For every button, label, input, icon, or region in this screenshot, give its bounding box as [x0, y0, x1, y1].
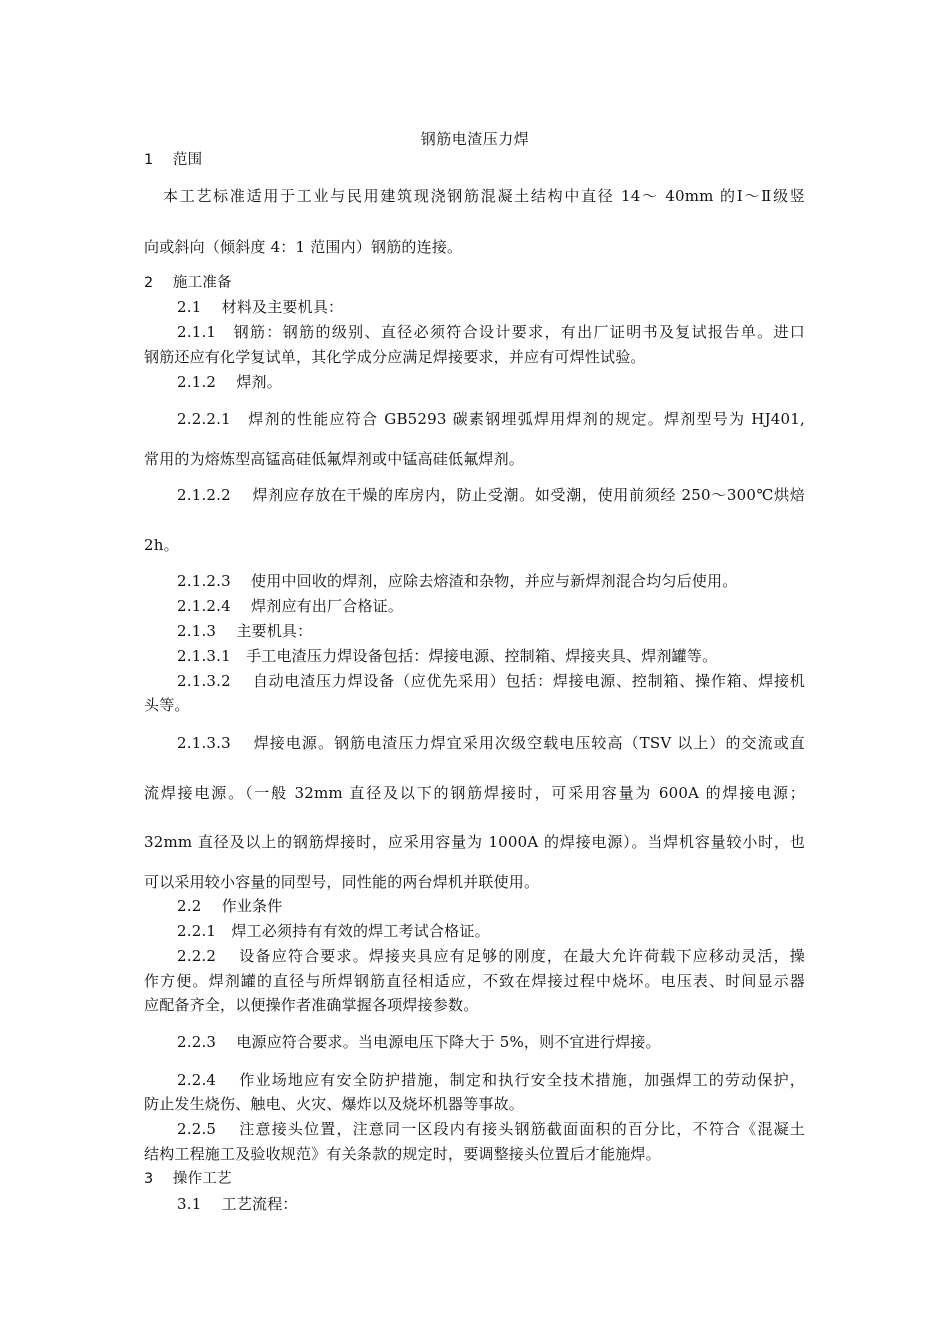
- section-heading-1: 1 范围: [144, 152, 203, 168]
- paragraph-line: 作方便。焊剂罐的直径与所焊钢筋直径相适应，不致在焊接过程中烧坏。电压表、时间显示器: [144, 972, 805, 990]
- paragraph-line: 2.1.3.1 手工电渣压力焊设备包括：焊接电源、控制箱、焊接夹具、焊剂罐等。: [177, 647, 718, 665]
- paragraph-line: 可以采用较小容量的同型号，同性能的两台焊机并联使用。: [144, 873, 540, 891]
- paragraph-line: 2h。: [144, 536, 179, 554]
- paragraph-line: 钢筋还应有化学复试单，其化学成分应满足焊接要求，并应有可焊性试验。: [144, 348, 646, 366]
- paragraph-line: 防止发生烧伤、触电、火灾、爆炸以及烧坏机器等事故。: [144, 1095, 525, 1113]
- paragraph-line: 2.1.2.4 焊剂应有出厂合格证。: [177, 597, 404, 615]
- paragraph-line: 向或斜向（倾斜度 4：1 范围内）钢筋的连接。: [144, 238, 463, 256]
- subsection-heading: 2.1 材料及主要机具：: [177, 298, 344, 316]
- paragraph-line: 2.1.2.3 使用中回收的焊剂，应除去熔渣和杂物，并应与新焊剂混合均匀后使用。: [177, 572, 738, 590]
- paragraph-line: 本工艺标准适用于工业与民用建筑现浇钢筋混凝土结构中直径 14～ 40mm 的Ⅰ～Ⅱ级竖: [163, 187, 805, 205]
- document-title: 钢筋电渣压力焊: [420, 130, 530, 148]
- paragraph-line: 2.1.3.2 自动电渣压力焊设备（应优先采用）包括：焊接电源、控制箱、操作箱、焊接机: [177, 672, 805, 690]
- subsection-heading: 2.2 作业条件: [177, 897, 283, 915]
- subsection-heading: 3.1 工艺流程：: [177, 1195, 298, 1213]
- paragraph-line: 结构工程施工及验收规范》有关条款的规定时，要调整接头位置后才能施焊。: [144, 1145, 661, 1163]
- paragraph-line: 流焊接电源。（一般 32mm 直径及以下的钢筋焊接时，可采用容量为 600A 的焊接电源；: [144, 784, 805, 802]
- section-heading-2: 2 施工准备: [144, 275, 232, 291]
- paragraph-line: 2.2.1 焊工必须持有有效的焊工考试合格证。: [177, 922, 490, 940]
- subsection-heading: 2.1.2 焊剂。: [177, 373, 282, 391]
- paragraph-line: 2.2.3 电源应符合要求。当电源电压下降大于 5%，则不宜进行焊接。: [177, 1033, 661, 1051]
- paragraph-line: 32mm 直径及以上的钢筋焊接时，应采用容量为 1000A 的焊接电源）。当焊机容量较小时，也: [144, 833, 805, 851]
- paragraph-line: 应配备齐全，以便操作者准确掌握各项焊接参数。: [144, 996, 479, 1014]
- paragraph-line: 2.2.4 作业场地应有安全防护措施，制定和执行安全技术措施，加强焊工的劳动保护，: [177, 1071, 805, 1089]
- paragraph-line: 2.2.5 注意接头位置，注意同一区段内有接头钢筋截面面积的百分比，不符合《混凝土: [177, 1120, 805, 1138]
- paragraph-line: 头等。: [144, 696, 190, 714]
- paragraph-line: 2.1.3.3 焊接电源。钢筋电渣压力焊宜采用次级空载电压较高（TSV 以上）的交流或直: [177, 734, 805, 752]
- subsection-heading: 2.1.3 主要机具：: [177, 622, 313, 640]
- paragraph-line: 常用的为熔炼型高锰高硅低氟焊剂或中锰高硅低氟焊剂。: [144, 450, 525, 468]
- paragraph-line: 2.1.2.2 焊剂应存放在干燥的库房内，防止受潮。如受潮，使用前须经 250～300℃烘焙: [177, 486, 805, 504]
- paragraph-line: 2.1.1 钢筋：钢筋的级别、直径必须符合设计要求，有出厂证明书及复试报告单。进口: [177, 323, 805, 341]
- paragraph-line: 2.2.2.1 焊剂的性能应符合 GB5293 碳素钢埋弧焊用焊剂的规定。焊剂型号为 HJ401,: [177, 410, 805, 428]
- section-heading-3: 3 操作工艺: [144, 1171, 232, 1187]
- paragraph-line: 2.2.2 设备应符合要求。焊接夹具应有足够的刚度，在最大允许荷载下应移动灵活，操: [177, 947, 805, 965]
